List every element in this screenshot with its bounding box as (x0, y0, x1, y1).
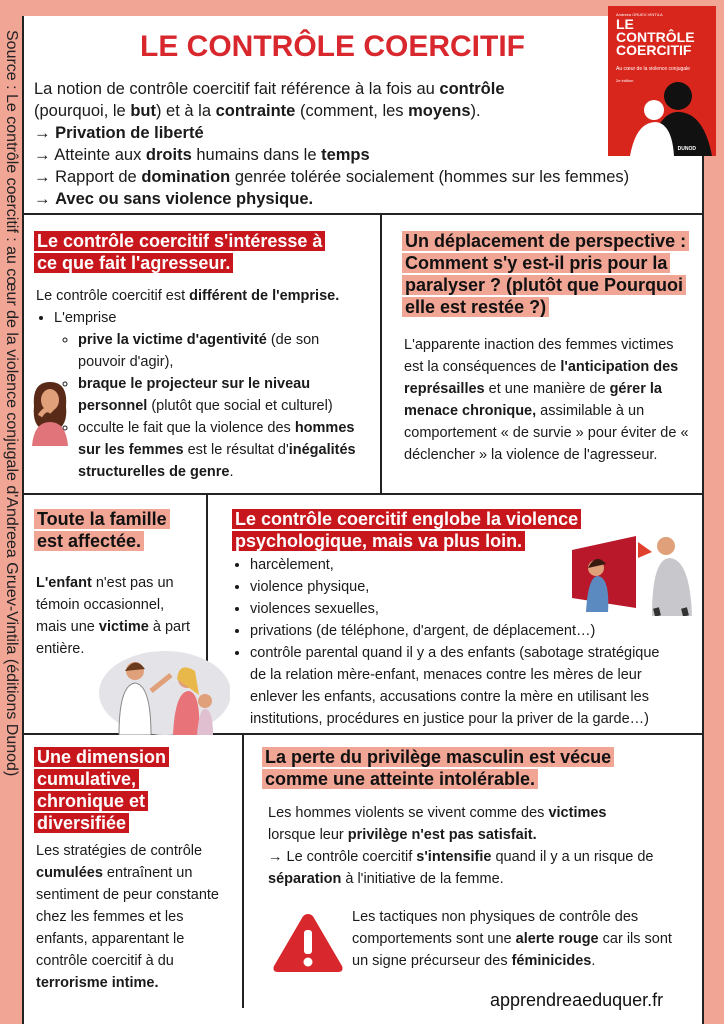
list-item: ◦ occulte le fait que la violence des hommes sur les femmes est le résultat d'inégalités structurelles de genre. (78, 417, 366, 483)
section-agresseur (34, 230, 344, 274)
divider (380, 213, 382, 493)
list-item: ◦ braque le projecteur sur le niveau personnel (plutôt que social et culturel) (78, 373, 366, 417)
section-heading: Toute la famille est affectée. (34, 509, 170, 551)
divider (242, 733, 244, 1008)
book-cover: Andreea GRUEV-VINTILA LE CONTRÔLE COERCITIF Au cœur de la violence conjugale 2e édition DUNOD (608, 6, 716, 156)
page-title: LE CONTRÔLE COERCITIF (140, 30, 525, 63)
warning-text: Les tactiques non physiques de contrôle des comportements sont une alerte rouge car ils sont un signe précurseur des féminicides. (352, 909, 672, 969)
divider (22, 493, 704, 495)
list-item: • privations (de téléphone, d'argent, de déplacement…) (250, 620, 672, 642)
section-famille (34, 508, 194, 552)
list-item: • contrôle parental quand il y a des enfants (sabotage stratégique de la relation mère-enfant, menaces contre les mères de leur enlever les enfants, accusations contre la mère en utilisant les institutions, procédures en justice pour la priver de la garde…) (250, 642, 672, 730)
list-item: • violence physique, (250, 576, 672, 598)
list-item: • violences sexuelles, (250, 598, 672, 620)
section-heading: La perte du privilège masculin est vécue comme une atteinte intolérable. (262, 747, 614, 789)
list-item: • harcèlement, (250, 554, 672, 576)
woman-illustration (26, 376, 74, 446)
section-famille-body: L'enfant n'est pas un témoin occasionnel, mais une victime à part entière. (36, 575, 190, 657)
section-heading: Un déplacement de perspective : Comment s'y est-il pris pour la paralyser ? (plutôt que Pourquoi elle est restée ?) (402, 231, 689, 317)
section-heading: Le contrôle coercitif s'intéresse à ce que fait l'agresseur. (34, 231, 325, 273)
list-item: ◦ prive la victime d'agentivité (de son pouvoir d'agir), (78, 329, 366, 373)
section-heading: Le contrôle coercitif englobe la violence psychologique, mais va plus loin. (232, 509, 581, 551)
source-side-text: Source : Le contrôle coercitif : au cœur de la violence conjugale d'Andreea Gruev-Vintila (éditions Dunod) (3, 30, 20, 777)
section-heading: Une dimension cumulative, chronique et diversifiée (34, 747, 169, 833)
divider (22, 213, 704, 215)
section-agresseur-body: Le contrôle coercitif est différent de l'emprise. • L'emprise ◦ prive la victime d'agentivité (de son pouvoir d'agir), ◦ braque le projecteur sur le niveau personnel (plutôt que social et culturel) ◦ occulte le fait que la violence des hommes sur les femmes est le résultat d'inégalités structurelles de genre. (36, 285, 366, 483)
family-illustration (95, 645, 230, 735)
website-footer[interactable]: apprendreaeduquer.fr (490, 990, 664, 1010)
warning-icon (272, 910, 344, 974)
book-title: LE CONTRÔLE COERCITIF (616, 16, 695, 58)
list-item: • L'emprise ◦ prive la victime d'agentivité (de son pouvoir d'agir), ◦ braque le projecteur sur le niveau personnel (plutôt que social et culturel) ◦ occulte le fait que la violence des hommes sur les femmes est le résultat d'inégalités structurelles de genre. (54, 307, 366, 483)
shouting-man-illustration (566, 528, 706, 616)
section-privilege (262, 746, 672, 790)
section-perspective-body: L'apparente inaction des femmes victimes est la conséquences de l'anticipation des représailles et une manière de gérer la menace chronique, assimilable à un comportement « de survie » pour éviter de « déclencher » la violence de l'agresseur. (404, 337, 689, 463)
section-privilege-body: Les hommes violents se vivent comme des victimes lorsque leur privilège n'est pas satisfait. → Le contrôle coercitif s'intensifie quand il y a un risque de séparation à l'initiative de la femme. (268, 805, 654, 887)
section-perspective (402, 230, 692, 318)
section-cumulative (34, 746, 194, 834)
section-cumulative-body: Les stratégies de contrôle cumulées entraînent un sentiment de peur constante chez les femmes et les enfants, apparentant le contrôle coercitif à du terrorisme intime. (36, 843, 219, 991)
intro-text: La notion de contrôle coercitif fait référence à la fois au contrôle (pourquoi, le but) et à la contrainte (comment, les moyens). → Privation de liberté → Atteinte aux droits humains dans le temps → Rapport de domination genrée tolérée socialement (hommes sur les femmes) → Avec ou sans violence physique. (34, 80, 630, 208)
